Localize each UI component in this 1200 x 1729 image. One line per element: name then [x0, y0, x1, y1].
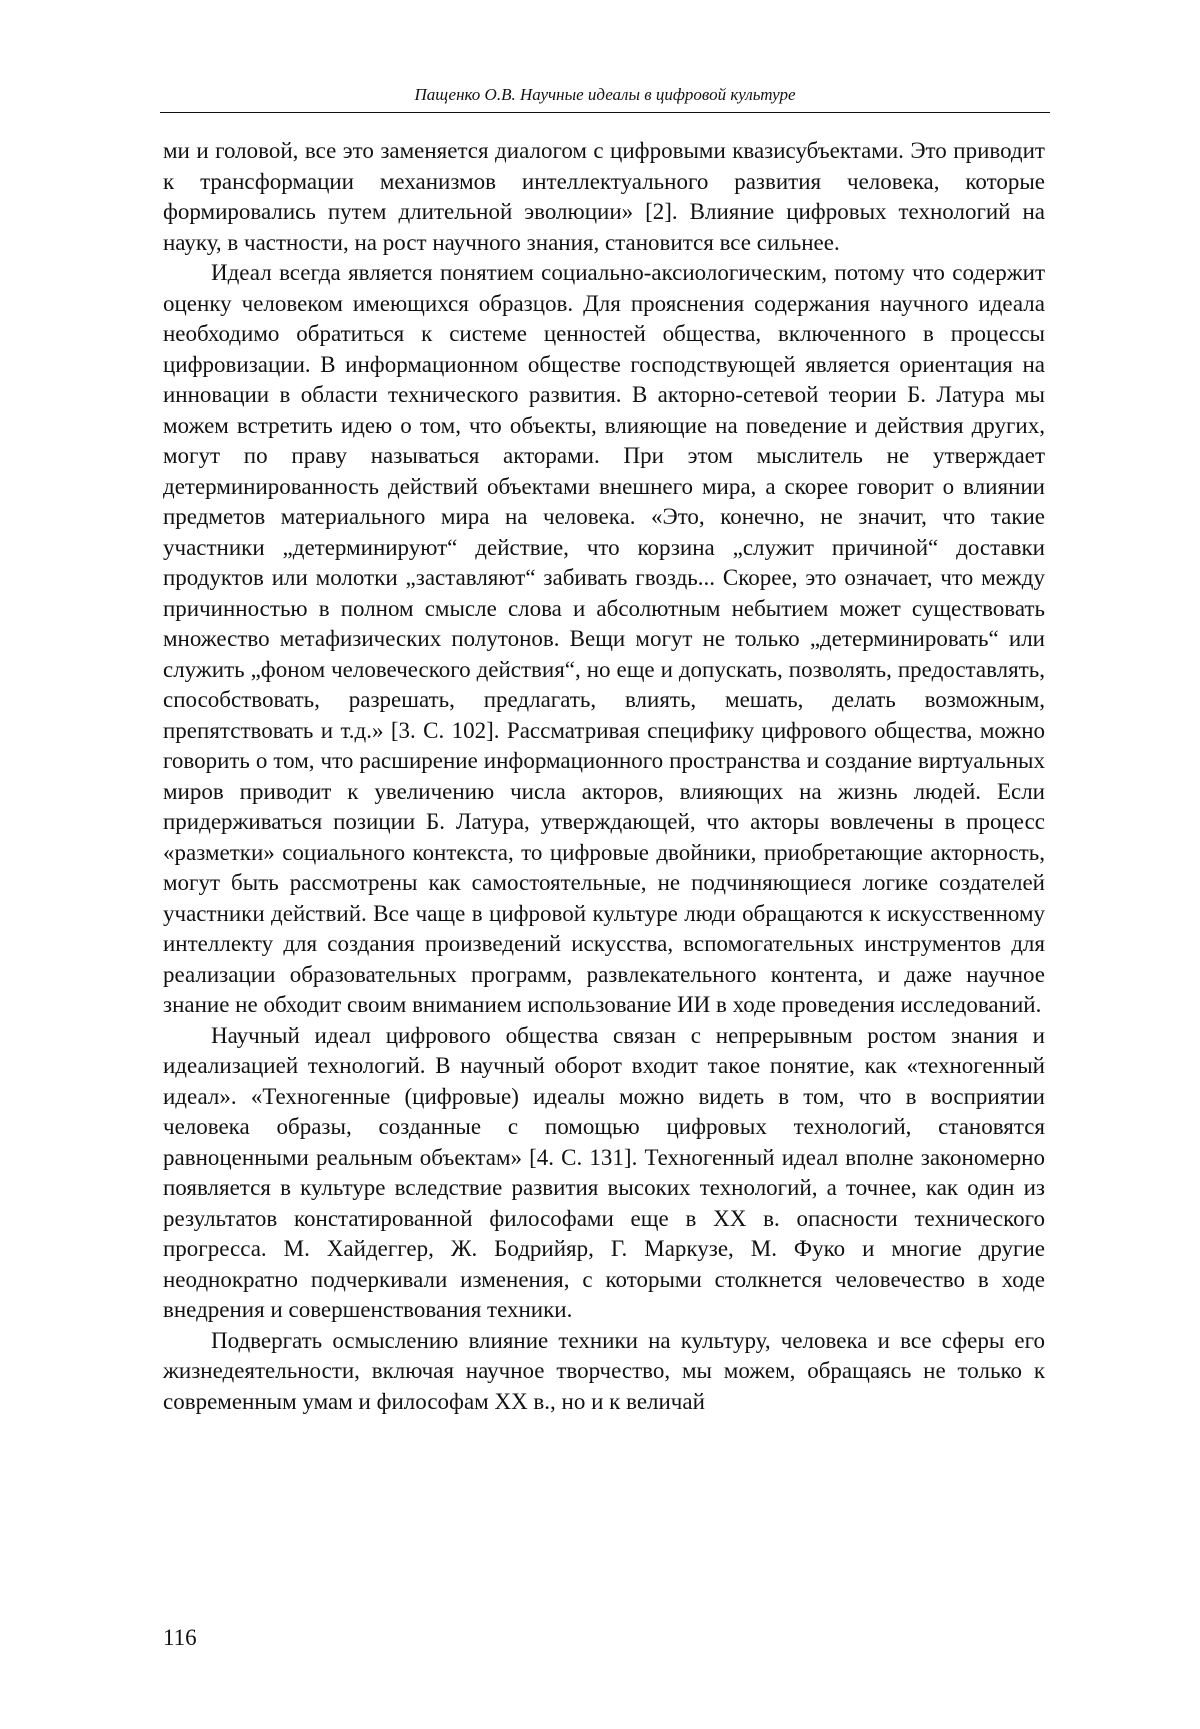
paragraph-scientific-ideal: Научный идеал цифрового общества связан с непрерывным ростом знания и идеализацией технологий. В научный оборот входит такое понятие, как «техногенный идеал». «Техногенные (цифровые) идеалы можно видеть в том, что в восприятии человека образы, созданные с помощью цифровых технологий, становятся равноценными реальным объектам» [4. С. 131]. Техногенный идеал вполне закономерно появляется в культуре вследствие развития высоких технологий, а точнее, как один из результатов констатированной философами еще в XX в. опасности технического прогресса. М. Хайдеггер, Ж. Бодрийяр, Г. Маркузе, М. Фуко и многие другие неоднократно подчеркивали изменения, с которыми столкнется человечество в ходе внедрения и совершенствования техники. — [163, 1022, 1045, 1322]
paragraph-continuation: ми и головой, все это заменяется диалогом с цифровыми квазисубъектами. Это приводит к трансформации механизмов интеллектуального развития человека, которые формировались путем длительной эволюции» [2]. Влияние цифровых технологий на науку, в частности, на рост научного знания, становится все сильнее. — [163, 138, 1045, 255]
running-header: Пащенко О.В. Научные идеалы в цифровой культуре — [414, 85, 796, 104]
header-rule — [160, 112, 1050, 113]
paragraph-technology-influence: Подвергать осмыслению влияние техники на культуру, человека и все сферы его жизнедеятельности, включая научное творчество, мы можем, обращаясь не только к современным умам и философам XX в., но и к величай — [163, 1327, 1045, 1414]
page-number: 116 — [163, 1625, 197, 1650]
paragraph-ideal: Идеал всегда является понятием социально-аксиологическим, потому что содержит оценку человеком имеющихся образцов. Для прояснения содержания научного идеала необходимо обратиться к системе ценностей общества, включенного в процессы цифровизации. В информационном обществе господствующей является ориентация на инновации в области технического развития. В акторно-сетевой теории Б. Латура мы можем встретить идею о том, что объекты, влияющие на поведение и действия других, могут по праву называться акторами. При этом мыслитель не утверждает детерминированность действий объектами внешнего мира, а скорее говорит о влиянии предметов материального мира на человека. «Это, конечно, не значит, что такие участники „детерминируют“ действие, что корзина „служит причиной“ доставки продуктов или молотки „заставляют“ забивать гвоздь... Скорее, это означает, что между причинностью в полном смысле слова и абсолютным небытием может существовать множество метафизических полутонов. Вещи могут не только „детерминировать“ или служить „фоном человеческого действия“, но еще и допускать, позволять, предоставлять, способствовать, разрешать, предлагать, влиять, мешать, делать возможным, препятствовать и т.д.» [3. С. 102]. Рассматривая специфику цифрового общества, можно говорить о том, что расширение информационного пространства и создание виртуальных миров приводит к увеличению числа акторов, влияющих на жизнь людей. Если придерживаться позиции Б. Латура, утверждающей, что акторы вовлечены в процесс «разметки» социального контекста, то цифровые двойники, приобретающие акторность, могут быть рассмотрены как самостоятельные, не подчиняющиеся логике создателей участники действий. Все чаще в цифровой культуре люди обращаются к искусственному интеллекту для создания произведений искусства, вспомогательных инструментов для реализации образовательных программ, развлекательного контента, и даже научное знание не обходит своим вниманием использование ИИ в ходе проведения исследований. — [163, 260, 1045, 1017]
body-text — [163, 136, 1045, 1417]
